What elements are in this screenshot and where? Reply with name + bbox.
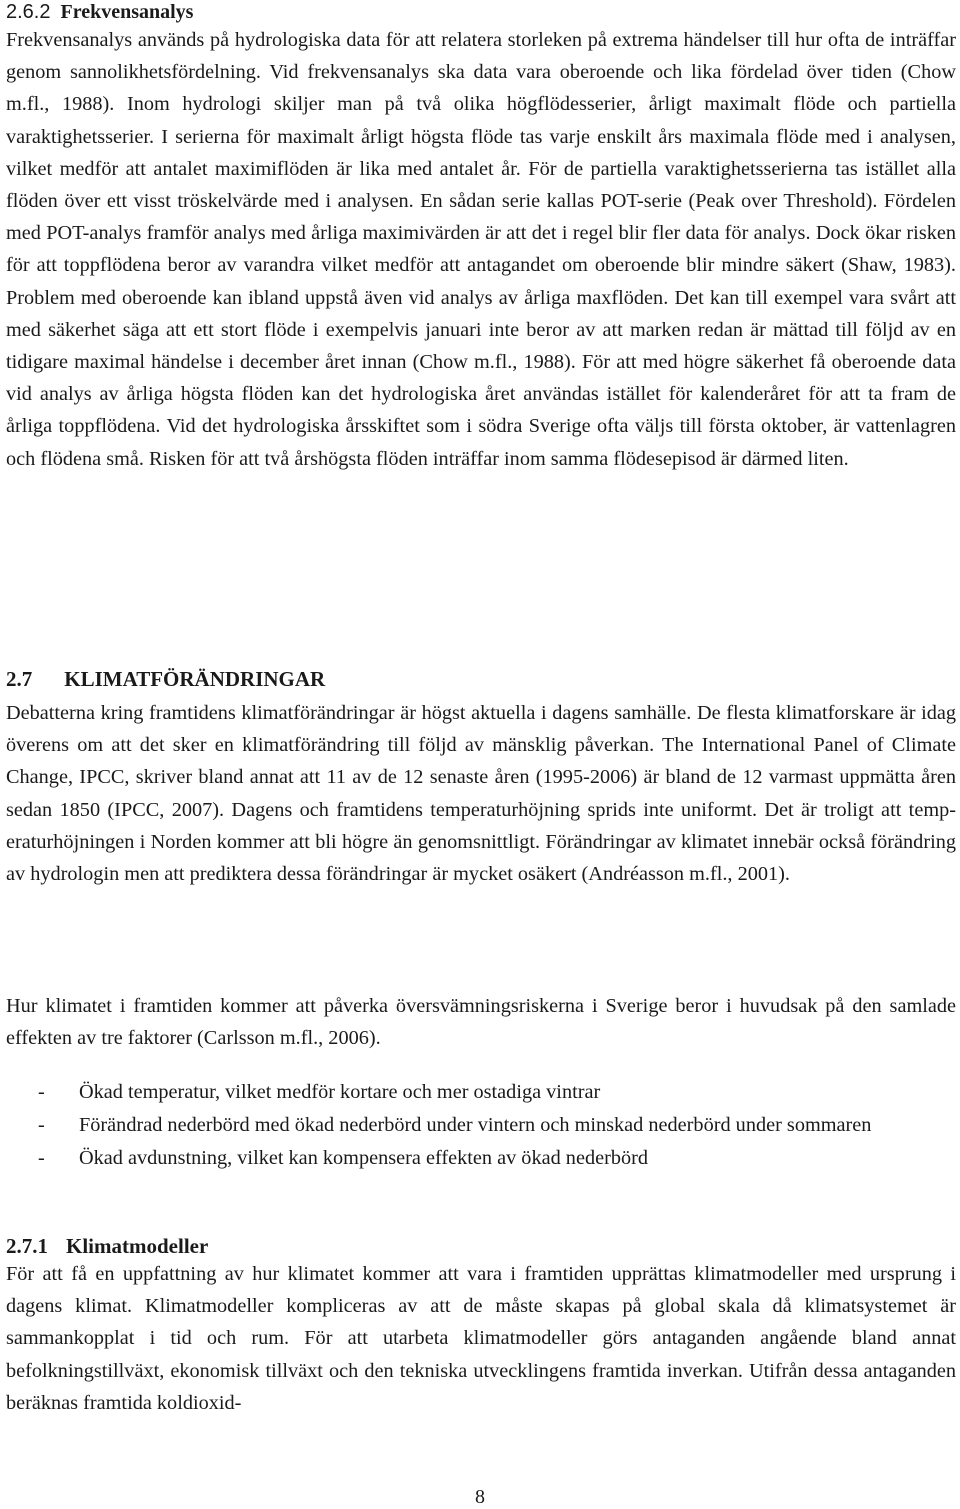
section-klimatmodeller xyxy=(6,1234,956,1419)
section-title: KLIMATFÖRÄNDRINGAR xyxy=(64,667,326,691)
list-item-text: Ökad temperatur, vilket medför kortare och mer ostadiga vintrar xyxy=(79,1081,601,1103)
list-item-text: Ökad avdunstning, vilket kan kompensera effekten av ökad nederbörd xyxy=(79,1147,649,1169)
section-number: 2.6.2 xyxy=(6,1,51,23)
bullet-dash: - xyxy=(38,1081,45,1103)
list-item xyxy=(6,1142,956,1175)
section-heading xyxy=(6,667,956,691)
body-paragraph: Frekvensanalys används på hydrologiska data för att relatera storleken på extrema händelser till hur ofta de inträffar genom sannolikhetsfördelning. Vid frekvensanalys ska data vara oberoende och lika fördelad över tiden (Chow m.fl., 1988). Inom hydrologi skiljer man på två olika högflödesserier, årligt maximalt flöde och partiella varaktighetsserier. I serierna för maximalt årligt högsta flöde tas varje enskilt års maximala flöde med i analysen, vilket medför att antalet maximiflöden är lika med antalet år. För de partiella varaktighetsserierna tas istället alla flöden över ett visst tröskelvärde med i analysen. En sådan serie kallas POT-serie (Peak over Threshold). Fördelen med POT-analys framför analys med årliga maximivärden är att det i regel blir fler data för analys. Dock ökar risken för att toppflödena beror av varandra vilket medför att antagandet om oberoende blir mindre säkert (Shaw, 1983). Problem med oberoende kan ibland uppstå även vid analys av årliga maxflöden. Det kan till exempel vara svårt att med säkerhet säga att ett stort flöde i exempelvis januari inte beror av att marken redan är mättad till följd av en tidigare maximal händelse i december året innan (Chow m.fl., 1988). För att med högre säkerhet få oberoende data vid analys av årliga högsta flöden kan det hydrologiska året användas istället för kalenderåret för att ta fram de årliga toppflödena. Vid det hydrologiska årsskiftet som i södra Sverige ofta väljs till första oktober, är vattenlagren och flödena små. Risken för att två årshögsta flöden inträffar inom samma flödesepisod är därmed liten. xyxy=(6,29,956,470)
section-heading xyxy=(6,0,956,24)
list-item-text: Förändrad nederbörd med ökad nederbörd under vintern och minskad nederbörd under sommaren xyxy=(79,1114,872,1136)
section-heading xyxy=(6,1234,956,1258)
bullet-dash: - xyxy=(38,1114,45,1136)
list-item xyxy=(6,1109,956,1142)
bullet-dash: - xyxy=(38,1147,45,1169)
section-frekvensanalys xyxy=(6,0,956,475)
section-klimatforandringar xyxy=(6,667,956,890)
section-title: Klimatmodeller xyxy=(66,1234,209,1258)
section-title: Frekvensanalys xyxy=(60,1,194,23)
section-number: 2.7 xyxy=(6,667,33,691)
page-number: 8 xyxy=(475,1486,485,1508)
list-item xyxy=(6,1076,956,1109)
body-paragraph: Debatterna kring framtidens klimatförändringar är högst aktuella i dagens samhälle. De flesta klimatforskare är idag överens om att det sker en klimatförändring till följd av mänsklig påverkan. The International Panel of Climate Change, IPCC, skriver bland annat att 11 av de 12 senaste åren (1995-2006) är bland de 12 varmast uppmätta åren sedan 1850 (IPCC, 2007). Dagens och framtidens temperaturhöjning sprids inte uniformt. Det är troligt att temperaturhöjningen i Norden kommer att bli högre än genomsnittligt. Förändringar av klimatet innebär också förändring av hydrologin men att prediktera dessa förändringar är mycket osäkert (Andréasson m.fl., 2001). xyxy=(6,702,956,886)
bullet-list xyxy=(6,1076,956,1175)
body-paragraph: För att få en uppfattning av hur klimatet kommer att vara i framtiden upprättas klimatmodeller med ursprung i dagens klimat. Klimatmodeller kompliceras av att de måste skapas på global skala då klimatsystemet är sammankopplat i tid och rum. För att utarbeta klimatmodeller görs antaganden angående bland annat befolkningstillväxt, ekonomisk tillväxt och den tekniska utvecklingens framtida inverkan. Utifrån dessa antaganden beräknas framtida koldioxid- xyxy=(6,1263,956,1414)
body-paragraph: Hur klimatet i framtiden kommer att påverka översvämningsriskerna i Sverige beror i huvudsak på den samlade effekten av tre faktorer (Carlsson m.fl., 2006). xyxy=(6,995,956,1050)
section-number: 2.7.1 xyxy=(6,1234,48,1258)
